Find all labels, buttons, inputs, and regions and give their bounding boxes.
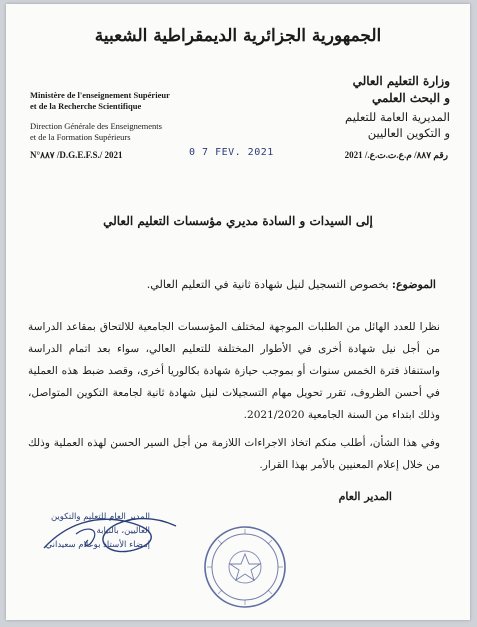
republic-heading: الجمهورية الجزائرية الديمقراطية الشعبية xyxy=(94,26,382,46)
ministry-ar-line1: وزارة التعليم العالي xyxy=(352,74,450,88)
subject-line xyxy=(36,278,436,291)
document-page xyxy=(6,4,470,620)
body-paragraph-1: نظرا للعدد الهائل من الطلبات الموجهة لمختلف المؤسسات الجامعية للالتحاق بمقاعد الدراسة من أجل نيل شهادة أخرى في الأطوار المختلفة للتعليم العالي، سواء بعد اتمام الدراسة واستنفاذ فترة الخمس سنوات أو بموجب حيازة شهادة بكالوريا أخرى، وقصد ضبط هذه العملية في أحسن الظروف، تقرر تحويل مهام التسجيلات لنيل شهادة ثانية لجامعة التكوين المتواصل، وذلك ابتداء من السنة الجامعية 2021/2020. xyxy=(28,321,440,421)
signature-line-1: المدير العام للتعليم والتكوين العاليين، بالنيابة xyxy=(50,512,150,536)
subject-label: الموضوع: xyxy=(391,278,436,291)
direction-ar-line2: و التكوين العاليين xyxy=(367,126,450,140)
signer-title: المدير العام xyxy=(338,490,392,503)
direction-fr-line1: Direction Générale des Enseignements xyxy=(30,121,162,131)
official-seal-icon xyxy=(202,524,288,610)
body-paragraph-2: وفي هذا الشأن، أطلب منكم اتخاذ الاجراءات اللازمة من أجل السير الحسن لهذه العملية وذلك من خلال إعلام المعنيين بالأمر بهذا القرار. xyxy=(28,437,440,471)
direction-ar-line1: المديرية العامة للتعليم xyxy=(345,110,450,124)
signature-line-2: إمضاء الأستاذ بوعلام سعيداني xyxy=(45,540,150,550)
subject-text: بخصوص التسجيل لنيل شهادة ثانية في التعليم العالي. xyxy=(146,278,392,291)
ministry-ar-line2: و البحث العلمي xyxy=(372,91,450,105)
addressee: إلى السيدات و السادة مديري مؤسسات التعليم العالي xyxy=(103,214,373,228)
ministry-fr-line2: et de la Recherche Scientifique xyxy=(30,101,142,111)
direction-fr-line2: et de la Formation Supérieurs xyxy=(30,132,131,142)
reference-fr: N°٨٨٧ /D.G.E.F.S./ 2021 xyxy=(30,150,123,160)
ministry-fr-line1: Ministère de l'enseignement Supérieur xyxy=(30,90,170,100)
reference-ar: رقم ٨٨٧/ م.ع.ت.ت.ع./ 2021 xyxy=(344,150,448,160)
signature-text xyxy=(30,510,150,552)
date-stamp: 0 7 FEV. 2021 xyxy=(189,147,274,158)
